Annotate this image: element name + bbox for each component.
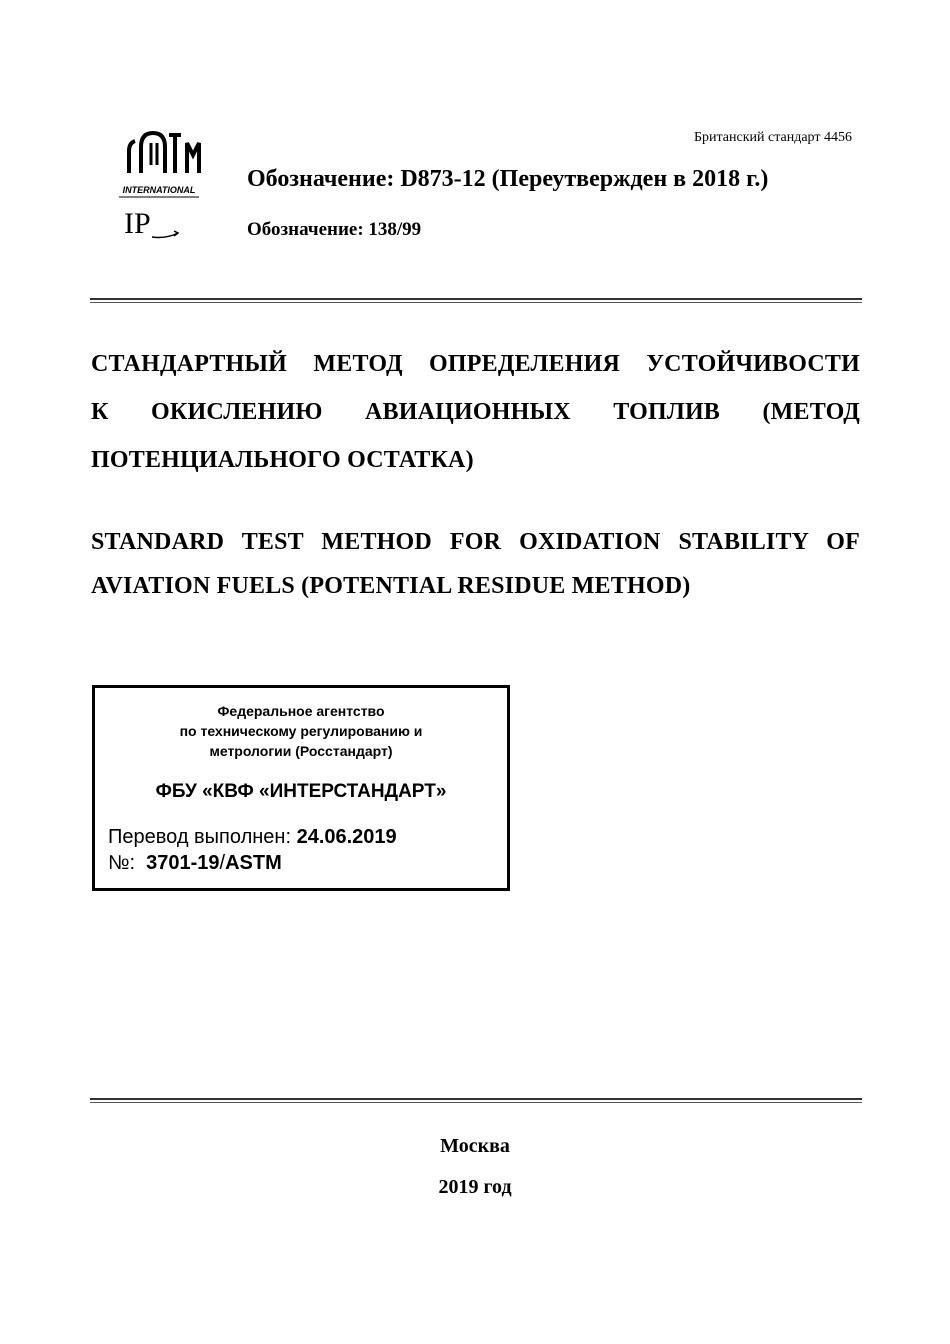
designation-ip: Обозначение: 138/99 xyxy=(247,219,422,240)
stamp-number-label: №: xyxy=(108,852,136,874)
translation-stamp xyxy=(92,685,510,891)
publication-city: Москва xyxy=(440,1135,510,1157)
ip-logo-text: IP xyxy=(124,207,151,240)
title-ru-line-3: ПОТЕНЦИАЛЬНОГО ОСТАТКА) xyxy=(91,447,474,473)
stamp-translation-date-row xyxy=(108,826,397,849)
ip-logo xyxy=(122,203,182,243)
top-divider xyxy=(90,298,862,303)
stamp-agency-line-1: Федеральное агентство xyxy=(217,703,385,719)
stamp-number-value: 3701-19 xyxy=(146,852,220,874)
title-english xyxy=(91,520,860,608)
title-russian xyxy=(91,340,860,484)
stamp-agency-line-2: по техническому регулированию и xyxy=(179,723,423,739)
stamp-translation-date: 24.06.2019 xyxy=(296,826,397,848)
astm-logo-subtext: INTERNATIONAL xyxy=(122,185,196,195)
stamp-agency-line-3: метрологии (Росстандарт) xyxy=(209,743,393,759)
title-ru-line-2: К ОКИСЛЕНИЮ АВИАЦИОННЫХ ТОПЛИВ (МЕТОД xyxy=(91,399,860,425)
bottom-divider xyxy=(90,1098,862,1103)
stamp-agency xyxy=(95,701,507,761)
astm-logo xyxy=(113,125,205,205)
title-en-line-2: AVIATION FUELS (POTENTIAL RESIDUE METHOD) xyxy=(91,573,691,599)
designation-main: Обозначение: D873-12 (Переутвержден в 2018 г.) xyxy=(247,166,769,192)
stamp-organization: ФБУ «КВФ «ИНТЕРСТАНДАРТ» xyxy=(155,781,447,802)
stamp-translation-label: Перевод выполнен: xyxy=(108,826,292,848)
stamp-number-row: №: 3701-19/ASTM xyxy=(108,852,282,874)
british-standard-label: Британский стандарт 4456 xyxy=(693,130,852,145)
stamp-number-suffix: ASTM xyxy=(225,852,282,874)
title-ru-line-1: СТАНДАРТНЫЙ МЕТОД ОПРЕДЕЛЕНИЯ УСТОЙЧИВОСТИ xyxy=(91,351,860,377)
publication-year: 2019 год xyxy=(438,1176,512,1198)
title-en-line-1: STANDARD TEST METHOD FOR OXIDATION STABILITY OF xyxy=(91,529,860,555)
